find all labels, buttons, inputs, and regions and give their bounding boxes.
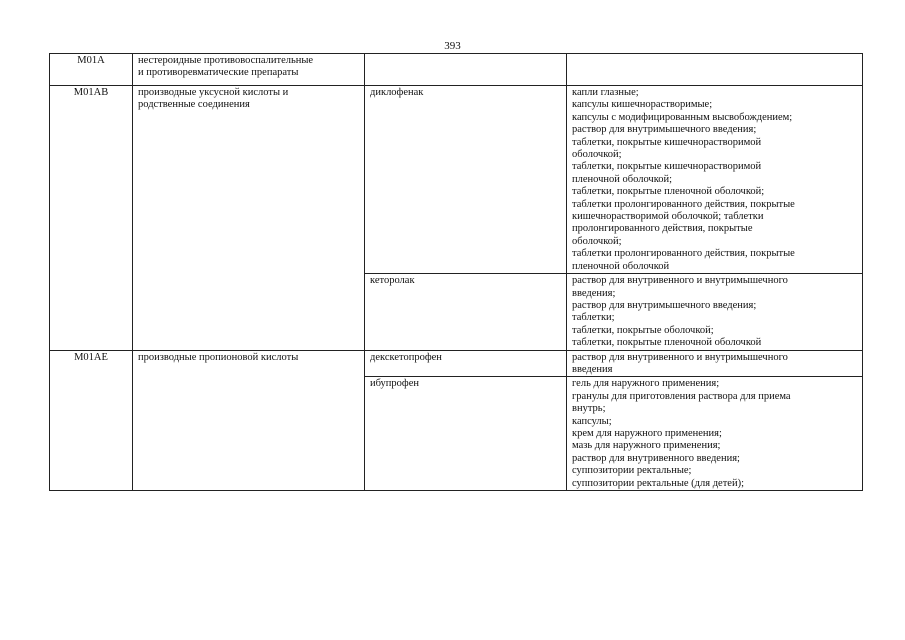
group-cell	[133, 86, 365, 351]
drug-forms-cell	[567, 274, 863, 350]
dosage-form: таблетки, покрытые оболочкой;	[572, 324, 714, 336]
dosage-form: таблетки, покрытые кишечнорастворимой	[572, 161, 762, 173]
drug-table	[49, 53, 863, 491]
dosage-form: таблетки;	[572, 312, 615, 324]
group-cell	[133, 54, 365, 86]
dosage-form: таблетки, покрытые кишечнорастворимой	[572, 136, 762, 148]
atc-code: M01AE	[74, 351, 108, 363]
dosage-form: таблетки, покрытые пленочной оболочкой	[572, 337, 762, 349]
table-row	[50, 350, 863, 377]
dosage-form: капсулы кишечнорастворимые;	[572, 99, 713, 111]
dosage-form: таблетки, покрытые пленочной оболочкой;	[572, 186, 765, 198]
dosage-form: оболочкой;	[572, 235, 622, 247]
drug-name: декскетопрофен	[370, 351, 442, 363]
dosage-form: раствор для внутримышечного введения;	[572, 124, 757, 136]
dosage-form: капсулы с модифицированным высвобождением;	[572, 111, 793, 123]
dosage-form: суппозитории ректальные;	[572, 465, 692, 477]
drug-name-cell	[365, 86, 567, 274]
dosage-form: раствор для внутривенного и внутримышечного	[572, 351, 788, 363]
table-row	[50, 54, 863, 86]
dosage-form: пленочной оболочкой;	[572, 173, 673, 185]
atc-code: M01A	[77, 55, 105, 66]
drug-name: ибупрофен	[370, 378, 420, 390]
dosage-form: раствор для внутривенного и внутримышечного	[572, 275, 788, 287]
dosage-form: оболочкой;	[572, 149, 622, 161]
dosage-form: раствор для внутримышечного введения;	[572, 299, 757, 311]
drug-forms-cell	[567, 377, 863, 491]
group-line: производные пропионовой кислоты	[138, 351, 299, 363]
dosage-form: мазь для наружного применения;	[572, 440, 721, 452]
atc-code: M01AB	[73, 87, 109, 98]
dosage-form: пролонгированного действия, покрытые	[572, 223, 753, 235]
dosage-form: таблетки пролонгированного действия, покрытые	[572, 198, 795, 210]
drug-forms-cell	[567, 54, 863, 86]
group-line: нестероидные противовоспалительные	[138, 55, 314, 66]
dosage-form: капсулы;	[572, 415, 612, 427]
table-row	[50, 86, 863, 274]
dosage-form: раствор для внутривенного введения;	[572, 452, 740, 464]
dosage-form: пленочной оболочкой	[572, 260, 670, 272]
drug-name-cell	[365, 274, 567, 350]
drug-forms-cell	[567, 86, 863, 274]
dosage-form: внутрь;	[572, 403, 606, 415]
drug-name-cell	[365, 377, 567, 491]
dosage-form: крем для наружного применения;	[572, 427, 722, 439]
dosage-form: введения;	[572, 287, 616, 299]
drug-name: диклофенак	[370, 87, 424, 98]
dosage-form: гель для наружного применения;	[572, 378, 720, 390]
atc-code-cell	[50, 54, 133, 86]
dosage-form: кишечнорастворимой оболочкой; таблетки	[572, 211, 764, 223]
dosage-form: введения	[572, 363, 613, 375]
dosage-form: капли глазные;	[572, 87, 639, 98]
drug-name-cell	[365, 350, 567, 377]
drug-name-cell	[365, 54, 567, 86]
group-line: производные уксусной кислоты и	[138, 87, 289, 98]
drug-name: кеторолак	[370, 275, 415, 287]
group-line: и противоревматические препараты	[138, 67, 299, 79]
page-number: 393	[444, 40, 461, 52]
dosage-form: таблетки пролонгированного действия, покрытые	[572, 248, 795, 260]
dosage-form: суппозитории ректальные (для детей);	[572, 477, 744, 489]
group-cell	[133, 350, 365, 490]
drug-forms-cell	[567, 350, 863, 377]
group-line: родственные соединения	[138, 99, 250, 111]
atc-code-cell	[50, 86, 133, 351]
drug-table-body	[50, 54, 863, 491]
atc-code-cell	[50, 350, 133, 490]
dosage-form: гранулы для приготовления раствора для приема	[572, 390, 791, 402]
